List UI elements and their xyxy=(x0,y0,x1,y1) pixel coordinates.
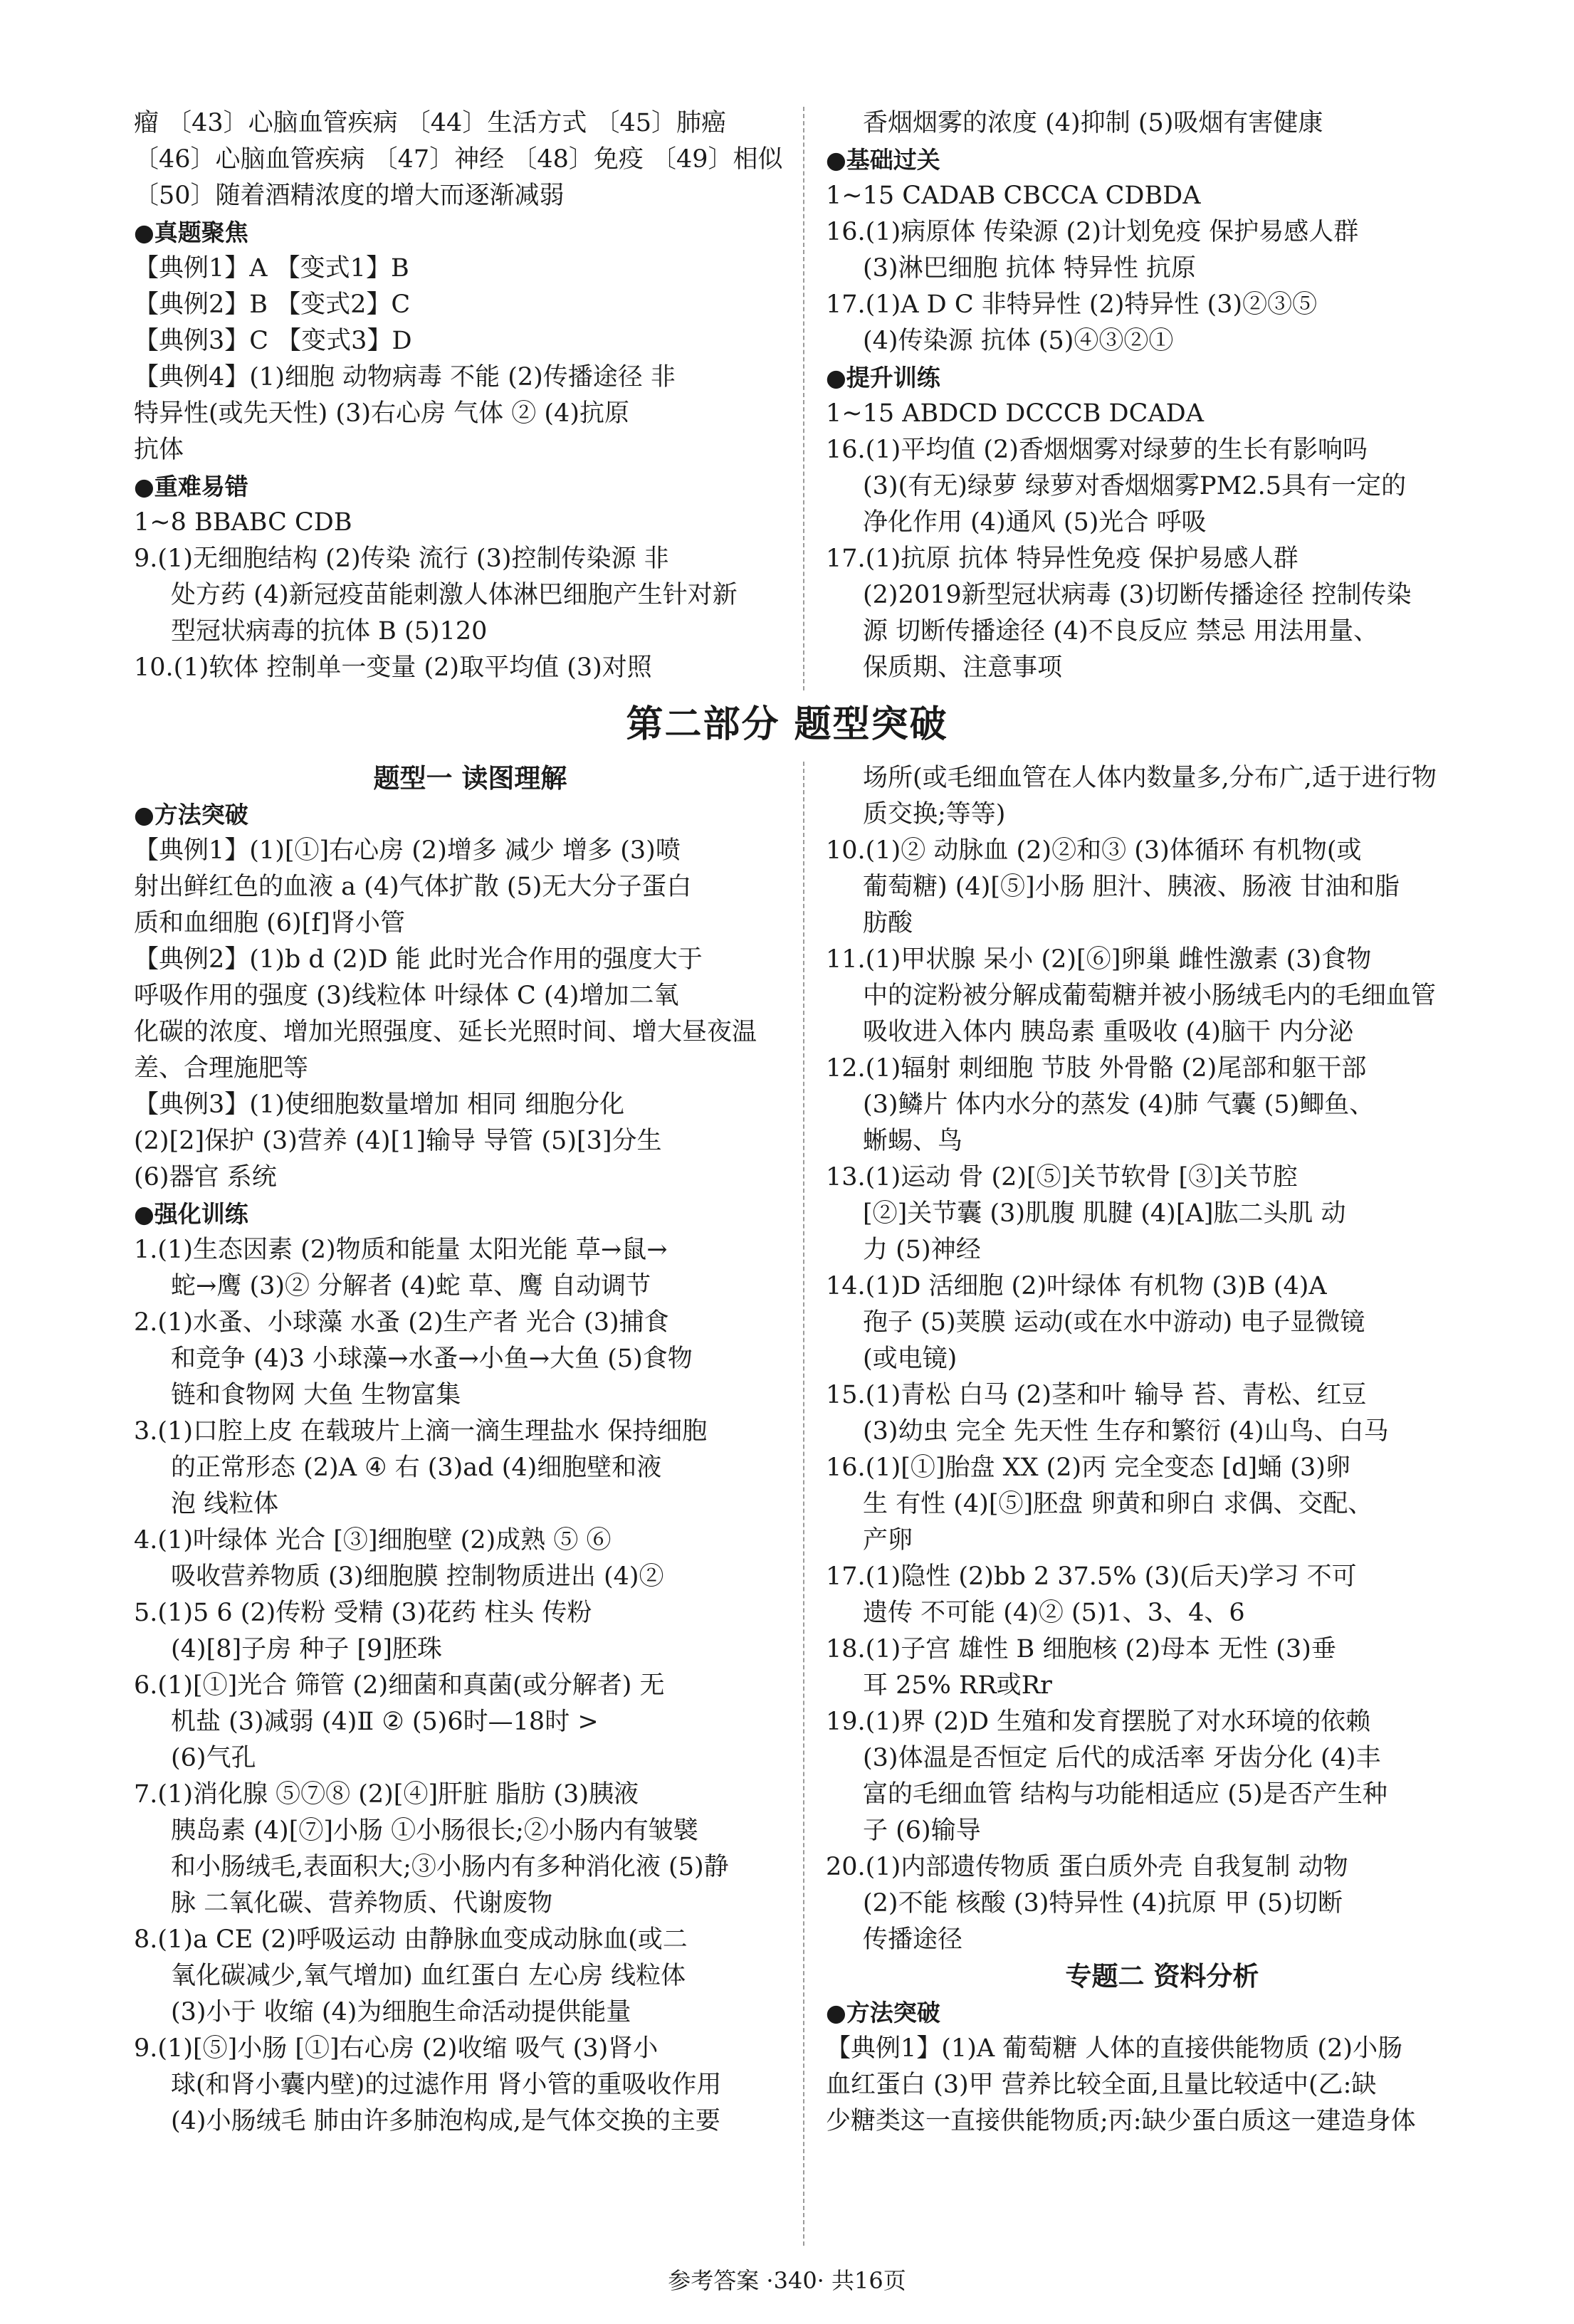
answer-line: 17.(1)隐性 (2)bb 2 37.5% (3)(后天)学习 不可 xyxy=(826,1562,1357,1591)
topic-heading: 专题二 资料分析 xyxy=(1065,1961,1259,1992)
answer-line: 〔46〕心脑血管疾病 〔47〕神经 〔48〕免疫 〔49〕相似 xyxy=(134,145,783,174)
answer-line: 传播途径 xyxy=(863,1925,963,1954)
answer-line: 9.(1)[⑤]小肠 [①]右心房 (2)收缩 吸气 (3)肾小 xyxy=(134,2034,659,2063)
answer-line: 源 切断传播途径 (4)不良反应 禁忌 用法用量、 xyxy=(863,617,1379,646)
answer-line: 1~15 ABDCD DCCCB DCADA xyxy=(826,399,1204,428)
answer-line: 少糖类这一直接供能物质;丙:缺少蛋白质这一建造身体 xyxy=(826,2107,1416,2135)
answer-line: 蛇→鹰 (3)② 分解者 (4)蛇 草、鹰 自动调节 xyxy=(171,1272,651,1300)
answer-line: 遗传 不可能 (4)② (5)1、3、4、6 xyxy=(863,1599,1245,1627)
answer-line: 差、合理施肥等 xyxy=(134,1054,309,1083)
answer-line: 力 (5)神经 xyxy=(863,1236,981,1264)
answer-line: 8.(1)a CE (2)呼吸运动 由静脉血变成动脉血(或二 xyxy=(134,1925,688,1954)
section-heading: ●提升训练 xyxy=(826,364,940,391)
answer-line: [②]关节囊 (3)肌腹 肌腱 (4)[A]肱二头肌 动 xyxy=(863,1199,1346,1228)
answer-line: 球(和肾小囊内壁)的过滤作用 肾小管的重吸收作用 xyxy=(171,2071,722,2099)
column-divider-top xyxy=(803,107,804,690)
answer-line: 12.(1)辐射 刺细胞 节肢 外骨骼 (2)尾部和躯干部 xyxy=(826,1054,1367,1083)
answer-line: (4)传染源 抗体 (5)④③②① xyxy=(863,327,1174,355)
answer-line: 16.(1)平均值 (2)香烟烟雾对绿萝的生长有影响吗 xyxy=(826,436,1368,464)
answer-line: 产卵 xyxy=(863,1526,913,1555)
answer-line: (3)小于 收缩 (4)为细胞生命活动提供能量 xyxy=(171,1998,631,2026)
part-title: 第二部分 题型突破 xyxy=(626,703,948,746)
answer-line: 耳 25% RR或Rr xyxy=(863,1671,1052,1700)
bottom-right-column xyxy=(826,760,1499,2140)
answer-line: (3)鳞片 体内水分的蒸发 (4)肺 气囊 (5)鲫鱼、 xyxy=(863,1090,1375,1119)
answer-line: 6.(1)[①]光合 筛管 (2)细菌和真菌(或分解者) 无 xyxy=(134,1671,665,1700)
column-divider-bottom xyxy=(803,762,804,2246)
answer-line: 吸收营养物质 (3)细胞膜 控制物质进出 (4)② xyxy=(171,1562,664,1591)
answer-line: 呼吸作用的强度 (3)线粒体 叶绿体 C (4)增加二氧 xyxy=(134,982,679,1010)
answer-line: 脉 二氧化碳、营养物质、代谢废物 xyxy=(171,1889,553,1918)
section-heading: ●真题聚焦 xyxy=(134,219,248,246)
answer-line: 【典例2】(1)b d (2)D 能 此时光合作用的强度大于 xyxy=(134,945,703,974)
answer-line: 20.(1)内部遗传物质 蛋白质外壳 自我复制 动物 xyxy=(826,1853,1348,1881)
answer-line: 11.(1)甲状腺 呆小 (2)[⑥]卵巢 雌性激素 (3)食物 xyxy=(826,945,1372,974)
answer-line: 1.(1)生态因素 (2)物质和能量 太阳光能 草→鼠→ xyxy=(134,1236,668,1264)
answer-line: (2)不能 核酸 (3)特异性 (4)抗原 甲 (5)切断 xyxy=(863,1889,1343,1918)
answer-line: 瘤 〔43〕心脑血管疾病 〔44〕生活方式 〔45〕肺癌 xyxy=(134,109,726,137)
answer-line: 4.(1)叶绿体 光合 [③]细胞壁 (2)成熟 ⑤ ⑥ xyxy=(134,1526,612,1555)
answer-line: 香烟烟雾的浓度 (4)抑制 (5)吸烟有害健康 xyxy=(863,109,1323,137)
page-footer: 参考答案 ·340· 共16页 xyxy=(668,2267,906,2294)
answer-line: 葡萄糖) (4)[⑤]小肠 胆汁、胰液、肠液 甘油和脂 xyxy=(863,873,1400,901)
answer-line: 〔50〕随着酒精浓度的增大而逐渐减弱 xyxy=(134,182,565,210)
topic-heading: 题型一 读图理解 xyxy=(373,763,567,794)
section-heading: ●基础过关 xyxy=(826,146,940,174)
answer-line: 【典例1】(1)A 葡萄糖 人体的直接供能物质 (2)小肠 xyxy=(826,2034,1403,2063)
answer-line: (2)[2]保护 (3)营养 (4)[1]输导 导管 (5)[3]分生 xyxy=(134,1127,662,1155)
answer-line: 17.(1)A D C 非特异性 (2)特异性 (3)②③⑤ xyxy=(826,290,1318,319)
answer-line: (3)体温是否恒定 后代的成活率 牙齿分化 (4)丰 xyxy=(863,1744,1381,1772)
answer-line: 蜥蜴、鸟 xyxy=(863,1127,963,1155)
answer-line: 质和血细胞 (6)[f]肾小管 xyxy=(134,909,405,937)
answer-line: 5.(1)5 6 (2)传粉 受精 (3)花药 柱头 传粉 xyxy=(134,1599,592,1627)
top-right-column xyxy=(826,105,1499,686)
answer-line: 质交换;等等) xyxy=(863,800,1006,829)
answer-line: 孢子 (5)荚膜 运动(或在水中游动) 电子显微镜 xyxy=(863,1308,1365,1337)
answer-line: 机盐 (3)减弱 (4)Ⅱ ② (5)6时—18时 > xyxy=(171,1708,599,1736)
answer-line: 【典例2】B 【变式2】C xyxy=(134,290,411,319)
answer-line: 10.(1)软体 控制单一变量 (2)取平均值 (3)对照 xyxy=(134,653,652,682)
answer-line: 1~8 BBABC CDB xyxy=(134,508,352,537)
answer-line: (或电镜) xyxy=(863,1345,957,1373)
answer-line: 【典例4】(1)细胞 动物病毒 不能 (2)传播途径 非 xyxy=(134,363,676,391)
answer-line: 13.(1)运动 骨 (2)[⑤]关节软骨 [③]关节腔 xyxy=(826,1163,1298,1192)
answer-line: 2.(1)水蚤、小球藻 水蚤 (2)生产者 光合 (3)捕食 xyxy=(134,1308,669,1337)
answer-line: 和小肠绒毛,表面积大;③小肠内有多种消化液 (5)静 xyxy=(171,1853,729,1881)
answer-line: 氧化碳减少,氧气增加) 血红蛋白 左心房 线粒体 xyxy=(171,1962,686,1990)
answer-line: (3)幼虫 完全 先天性 生存和繁衍 (4)山鸟、白马 xyxy=(863,1417,1389,1446)
answer-line: 型冠状病毒的抗体 B (5)120 xyxy=(171,617,488,646)
answer-line: 吸收进入体内 胰岛素 重吸收 (4)脑干 内分泌 xyxy=(863,1018,1354,1046)
answer-line: 胰岛素 (4)[⑦]小肠 ①小肠很长;②小肠内有皱襞 xyxy=(171,1816,698,1845)
answer-line: 16.(1)[①]胎盘 XX (2)丙 完全变态 [d]蛹 (3)卵 xyxy=(826,1453,1350,1482)
answer-line: 肪酸 xyxy=(863,909,913,937)
answer-line: (4)小肠绒毛 肺由许多肺泡构成,是气体交换的主要 xyxy=(171,2107,720,2135)
answer-line: 19.(1)界 (2)D 生殖和发育摆脱了对水环境的依赖 xyxy=(826,1708,1371,1736)
answer-line: 【典例3】C 【变式3】D xyxy=(134,327,412,355)
answer-line: 9.(1)无细胞结构 (2)传染 流行 (3)控制传染源 非 xyxy=(134,545,669,573)
section-heading: ●强化训练 xyxy=(134,1200,248,1228)
answer-line: (2)2019新型冠状病毒 (3)切断传播途径 控制传染 xyxy=(863,581,1412,609)
answer-line: 子 (6)输导 xyxy=(863,1816,981,1845)
answer-line: (3)(有无)绿萝 绿萝对香烟烟雾PM2.5具有一定的 xyxy=(863,472,1407,500)
answer-line: 【典例1】(1)[①]右心房 (2)增多 减少 增多 (3)喷 xyxy=(134,836,681,865)
answer-line: 生 有性 (4)[⑤]胚盘 卵黄和卵白 求偶、交配、 xyxy=(863,1490,1373,1518)
section-heading: ●方法突破 xyxy=(134,801,248,829)
answer-line: 特异性(或先天性) (3)右心房 气体 ② (4)抗原 xyxy=(134,399,629,428)
section-heading: ●方法突破 xyxy=(826,1999,940,2026)
answer-line: 的正常形态 (2)A ④ 右 (3)ad (4)细胞壁和液 xyxy=(171,1453,662,1482)
bottom-left-column xyxy=(134,760,807,2140)
answer-line: 10.(1)② 动脉血 (2)②和③ (3)体循环 有机物(或 xyxy=(826,836,1362,865)
answer-line: (4)[8]子房 种子 [9]胚珠 xyxy=(171,1635,442,1663)
answer-line: 化碳的浓度、增加光照强度、延长光照时间、增大昼夜温 xyxy=(134,1018,757,1046)
answer-line: 场所(或毛细血管在人体内数量多,分布广,适于进行物 xyxy=(863,764,1437,792)
top-left-column xyxy=(134,105,807,686)
answer-line: 泡 线粒体 xyxy=(171,1490,279,1518)
answer-line: 1~15 CADAB CBCCA CDBDA xyxy=(826,182,1201,210)
answer-line: (6)器官 系统 xyxy=(134,1163,277,1192)
answer-line: 链和食物网 大鱼 生物富集 xyxy=(171,1381,461,1409)
answer-line: 17.(1)抗原 抗体 特异性免疫 保护易感人群 xyxy=(826,545,1298,573)
answer-line: (6)气孔 xyxy=(171,1744,256,1772)
answer-line: 18.(1)子宫 雄性 B 细胞核 (2)母本 无性 (3)垂 xyxy=(826,1635,1336,1663)
answer-line: 抗体 xyxy=(134,436,184,464)
answer-line: (3)淋巴细胞 抗体 特异性 抗原 xyxy=(863,254,1196,283)
answer-line: 15.(1)青松 白马 (2)茎和叶 输导 苔、青松、红豆 xyxy=(826,1381,1367,1409)
answer-line: 射出鲜红色的血液 a (4)气体扩散 (5)无大分子蛋白 xyxy=(134,873,692,901)
answer-line: 3.(1)口腔上皮 在载玻片上滴一滴生理盐水 保持细胞 xyxy=(134,1417,708,1446)
answer-line: 16.(1)病原体 传染源 (2)计划免疫 保护易感人群 xyxy=(826,218,1359,246)
answer-line: 中的淀粉被分解成葡萄糖并被小肠绒毛内的毛细血管 xyxy=(863,982,1437,1010)
answer-line: 【典例1】A 【变式1】B xyxy=(134,254,409,283)
answer-line: 和竞争 (4)3 小球藻→水蚤→小鱼→大鱼 (5)食物 xyxy=(171,1345,693,1373)
answer-line: 净化作用 (4)通风 (5)光合 呼吸 xyxy=(863,508,1207,537)
answer-line: 【典例3】(1)使细胞数量增加 相同 细胞分化 xyxy=(134,1090,625,1119)
section-heading: ●重难易错 xyxy=(134,473,248,500)
answer-line: 处方药 (4)新冠疫苗能刺激人体淋巴细胞产生针对新 xyxy=(171,581,738,609)
answer-line: 血红蛋白 (3)甲 营养比较全面,且量比较适中(乙:缺 xyxy=(826,2071,1377,2099)
answer-line: 7.(1)消化腺 ⑤⑦⑧ (2)[④]肝脏 脂肪 (3)胰液 xyxy=(134,1780,639,1809)
answer-line: 14.(1)D 活细胞 (2)叶绿体 有机物 (3)B (4)A xyxy=(826,1272,1327,1300)
answer-line: 富的毛细血管 结构与功能相适应 (5)是否产生种 xyxy=(863,1780,1387,1809)
answer-line: 保质期、注意事项 xyxy=(863,653,1063,682)
